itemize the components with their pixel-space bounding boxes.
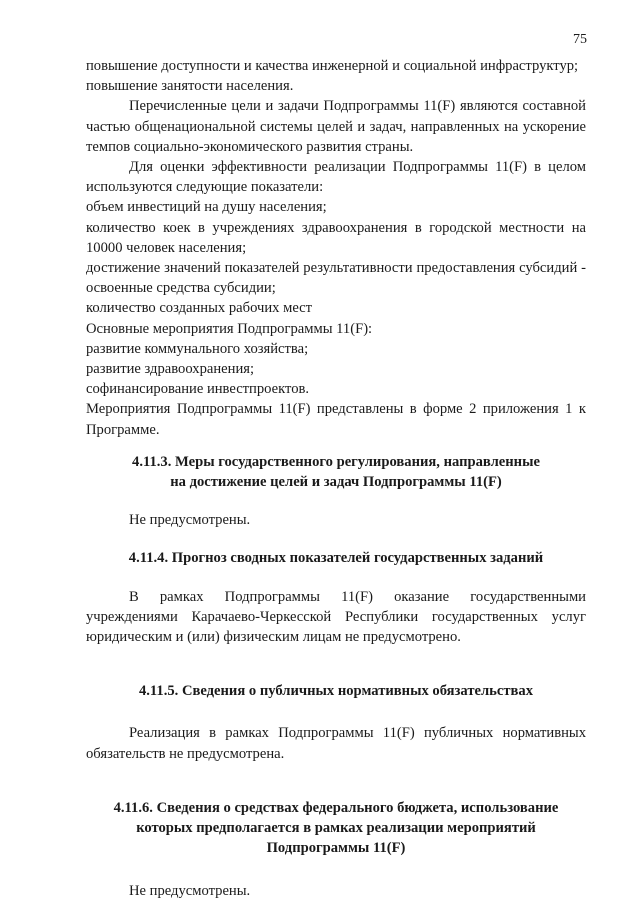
- section-heading-4-11-4: 4.11.4. Прогноз сводных показателей государственных заданий: [128, 550, 544, 567]
- paragraph-employment: повышение занятости населения.: [86, 78, 294, 95]
- paragraph-indicators-intro: Для оценки эффективности реализации Подпрограммы 11(F) в целом используются следующие показатели:: [86, 159, 586, 196]
- list-item-cofinancing: софинансирование инвестпроектов.: [86, 381, 310, 398]
- section-heading-4-11-6-line2: которых предполагается в рамках реализации мероприятий: [136, 820, 536, 837]
- section-text-4-11-6: Не предусмотрены.: [129, 882, 251, 899]
- section-text-4-11-5: Реализация в рамках Подпрограммы 11(F) публичных нормативных обязательств не предусмотрена.: [86, 725, 586, 762]
- paragraph-activities-form: Мероприятия Подпрограммы 11(F) представлены в форме 2 приложения 1 к Программе.: [86, 401, 586, 438]
- section-heading-4-11-3: [86, 452, 586, 492]
- list-item-utilities: развитие коммунального хозяйства;: [86, 340, 309, 357]
- list-item-investment: объем инвестиций на душу населения;: [86, 199, 327, 216]
- section-text-4-11-4: В рамках Подпрограммы 11(F) оказание государственными учреждениями Карачаево-Черкесской Республики государственных услуг юридическим и (или) физическим лицам не предусмотрено.: [86, 588, 586, 646]
- section-heading-4-11-3-line2: на достижение целей и задач Подпрограммы 11(F): [170, 474, 502, 491]
- section-heading-4-11-6: [86, 798, 586, 859]
- section-heading-4-11-5: 4.11.5. Сведения о публичных нормативных обязательствах: [138, 683, 534, 700]
- section-heading-4-11-6-line1: 4.11.6. Сведения о средствах федерального бюджета, использование: [113, 799, 559, 816]
- paragraph-main-activities: Основные мероприятия Подпрограммы 11(F):: [86, 320, 373, 337]
- list-item-jobs: количество созданных рабочих мест: [86, 300, 313, 317]
- paragraph-infrastructure: повышение доступности и качества инженерной и социальной инфраструктур;: [86, 58, 579, 74]
- list-item-healthcare: развитие здравоохранения;: [86, 361, 255, 378]
- page-number: 75: [573, 32, 587, 47]
- document-body: [86, 56, 586, 901]
- section-heading-4-11-3-line1: 4.11.3. Меры государственного регулирования, направленные: [132, 453, 540, 470]
- section-text-4-11-3: Не предусмотрены.: [129, 512, 251, 529]
- section-heading-4-11-6-line3: Подпрограммы 11(F): [266, 840, 406, 857]
- list-item-hospital-beds: количество коек в учреждениях здравоохранения в городской местности на 10000 человек населения;: [86, 219, 586, 256]
- paragraph-goals-tasks: Перечисленные цели и задачи Подпрограммы 11(F) являются составной частью общенациональной системы целей и задач, направленных на ускорение темпов социально-экономического развития страны.: [86, 98, 586, 155]
- list-item-subsidy-results: достижение значений показателей результативности предоставления субсидий - освоенные средства субсидии;: [86, 260, 586, 297]
